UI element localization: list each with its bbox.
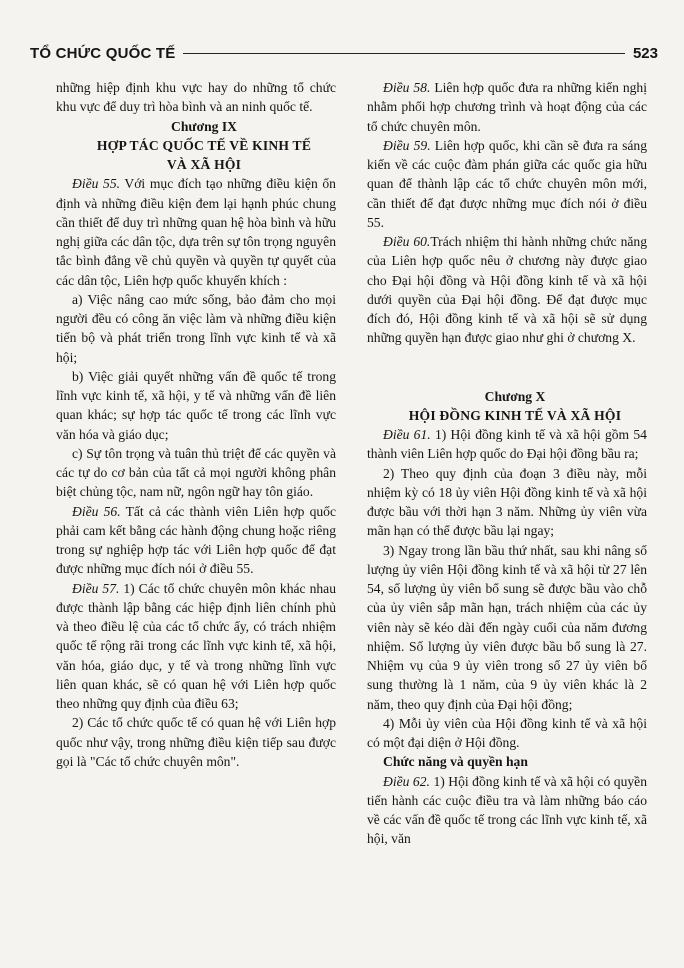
- article-61-3: 3) Ngay trong lần bầu thứ nhất, sau khi nâng số lượng ủy viên Hội đồng kinh tế và xã hội từ 27 lên 54, số lượng ủy viên bổ sung sẽ được bầu vào chỗ của ủy viên sắp mãn hạn, trách nhiệm của các ủy viên này sẽ kéo dài đến ngày cuối của năm đương nhiệm. Số lượng ủy viên được bầu bổ sung là 27. Nhiệm vụ của 9 ủy viên trong số 27 ủy viên bổ sung thường là 1 năm, của 9 ủy viên khác là 2 năm, theo quy định của Đại hội đồng;: [367, 542, 647, 712]
- article-62-text: 1) Hội đồng kinh tế và xã hội có quyền tiến hành các cuộc điều tra và làm những báo cáo về các vấn đề quốc tế trong các lĩnh vực kinh tế, xã hội, văn: [367, 773, 647, 847]
- article-59-label: Điều 59.: [383, 137, 431, 153]
- chapter-ix-title-line1: HỢP TÁC QUỐC TẾ VỀ KINH TẾ: [96, 137, 312, 153]
- article-61: [367, 425, 647, 464]
- header-rule: [183, 53, 625, 54]
- article-55-b: b) Việc giải quyết những vấn đề quốc tế trong lĩnh vực kinh tế, xã hội, y tế và những vấn đề liên quan khác; sự hợp tác quốc tế trong các lĩnh vực văn hóa và giáo dục;: [56, 368, 336, 442]
- article-55-text: Với mục đích tạo những điều kiện ổn định và những điều kiện đem lại hạnh phúc chung cần thiết để duy trì những quan hệ hòa bình và hữu nghị giữa các dân tộc, dựa trên sự tôn trọng nguyên tắc bình đẳng về chủ quyền và quyền tự quyết của các dân tộc, Liên hợp quốc khuyến khích :: [56, 176, 336, 288]
- running-header: [30, 42, 658, 64]
- page-number: 523: [632, 44, 658, 62]
- left-column: [56, 78, 336, 771]
- running-title: TỔ CHỨC QUỐC TẾ: [30, 44, 176, 62]
- right-column: [367, 78, 647, 849]
- article-55-label: Điều 55.: [72, 176, 121, 192]
- article-60-text: Trách nhiệm thi hành những chức năng của Liên hợp quốc nêu ở chương này được giao cho Đại hội đồng và Hội đồng kinh tế và xã hội dưới quyền của Đại hội đồng. Để đạt được mục đích đó, Hội đồng kinh tế và xã hội sẽ sử dụng những quyền hạn được giao như ghi ở chương X.: [367, 234, 647, 346]
- article-58-text: Liên hợp quốc đưa ra những kiến nghị nhằm phối hợp chương trình và hoạt động của các tổ chức chuyên môn.: [367, 80, 647, 134]
- article-57: [56, 579, 336, 714]
- article-59-text: Liên hợp quốc, khi cần sẽ đưa ra sáng kiến về các cuộc đàm phán giữa các quốc gia hữu quan để thành lập các tổ chức chuyên môn mới, cần thiết để đạt được những mục đích nói ở điều 55.: [367, 137, 647, 230]
- chapter-ix-label: Chương IX: [171, 118, 237, 134]
- article-61-label: Điều 61.: [383, 427, 431, 442]
- paragraph-continuation: những hiệp định khu vực hay do những tổ chức khu vực để duy trì hòa bình và an ninh quốc tế.: [56, 80, 336, 115]
- article-56: [56, 502, 336, 579]
- chapter-x-label: Chương X: [484, 388, 546, 404]
- article-55: [56, 174, 336, 290]
- chapter-x-title: HỘI ĐỒNG KINH TẾ VÀ XÃ HỘI: [408, 407, 622, 423]
- article-61-4: 4) Mỗi ủy viên của Hội đồng kinh tế và xã hội có một đại diện ở Hội đồng.: [367, 715, 647, 750]
- article-57-text: 1) Các tổ chức chuyên môn khác nhau được thành lập bằng các hiệp định liên chính phủ và theo điều lệ của các tổ chức ấy, có trách nhiệm quốc tế rộng rãi trong các lĩnh vực kinh tế, xã hội, văn hóa, giáo dục, y tế và trong những lĩnh vực liên quan khác, sẽ có quan hệ với Liên hợp quốc theo những quy định của điều 63;: [56, 580, 336, 711]
- article-60-label: Điều 60.: [383, 234, 431, 249]
- article-56-label: Điều 56.: [72, 503, 121, 519]
- article-61-2: 2) Theo quy định của đoạn 3 điều này, mỗi nhiệm kỳ có 18 ủy viên Hội đồng kinh tế và xã hội được bầu với thời hạn 3 năm. Những ủy viên vừa mãn hạn có thể được bầu lại ngay;: [367, 465, 647, 539]
- section-subheading: Chức năng và quyền hạn: [383, 754, 528, 770]
- article-57-2: 2) Các tổ chức quốc tế có quan hệ với Liên hợp quốc như vậy, trong những điều kiện tiếp sau được gọi là "Các tổ chức chuyên môn".: [56, 715, 336, 769]
- chapter-spacer: [367, 348, 647, 387]
- article-55-c: c) Sự tôn trọng và tuân thủ triệt để các quyền và các tự do cơ bản của tất cả mọi người không phân biệt chủng tộc, nam nữ, ngôn ngữ hay tôn giáo.: [56, 445, 336, 500]
- article-62: [367, 772, 647, 849]
- article-58-label: Điều 58.: [383, 80, 431, 95]
- article-59: [367, 136, 647, 232]
- article-56-text: Tất cả các thành viên Liên hợp quốc phải cam kết bằng các hành động chung hoặc riêng trong sự nghiệp hợp tác với Liên hợp quốc để đạt được những mục đích nói ở điều 55.: [56, 503, 336, 577]
- chapter-ix-title-line2: VÀ XÃ HỘI: [166, 157, 242, 172]
- article-58: [367, 78, 647, 136]
- article-55-a: a) Việc nâng cao mức sống, bảo đảm cho mọi người đều có công ăn việc làm và những điều kiện tiến bộ và phát triển trong lĩnh vực kinh tế và xã hội;: [56, 291, 336, 365]
- article-60: [367, 232, 647, 348]
- article-62-label: Điều 62.: [383, 773, 430, 789]
- article-61-text: 1) Hội đồng kinh tế và xã hội gồm 54 thành viên Liên hợp quốc do Đại hội đồng bầu ra;: [367, 427, 647, 462]
- article-57-label: Điều 57.: [72, 580, 120, 596]
